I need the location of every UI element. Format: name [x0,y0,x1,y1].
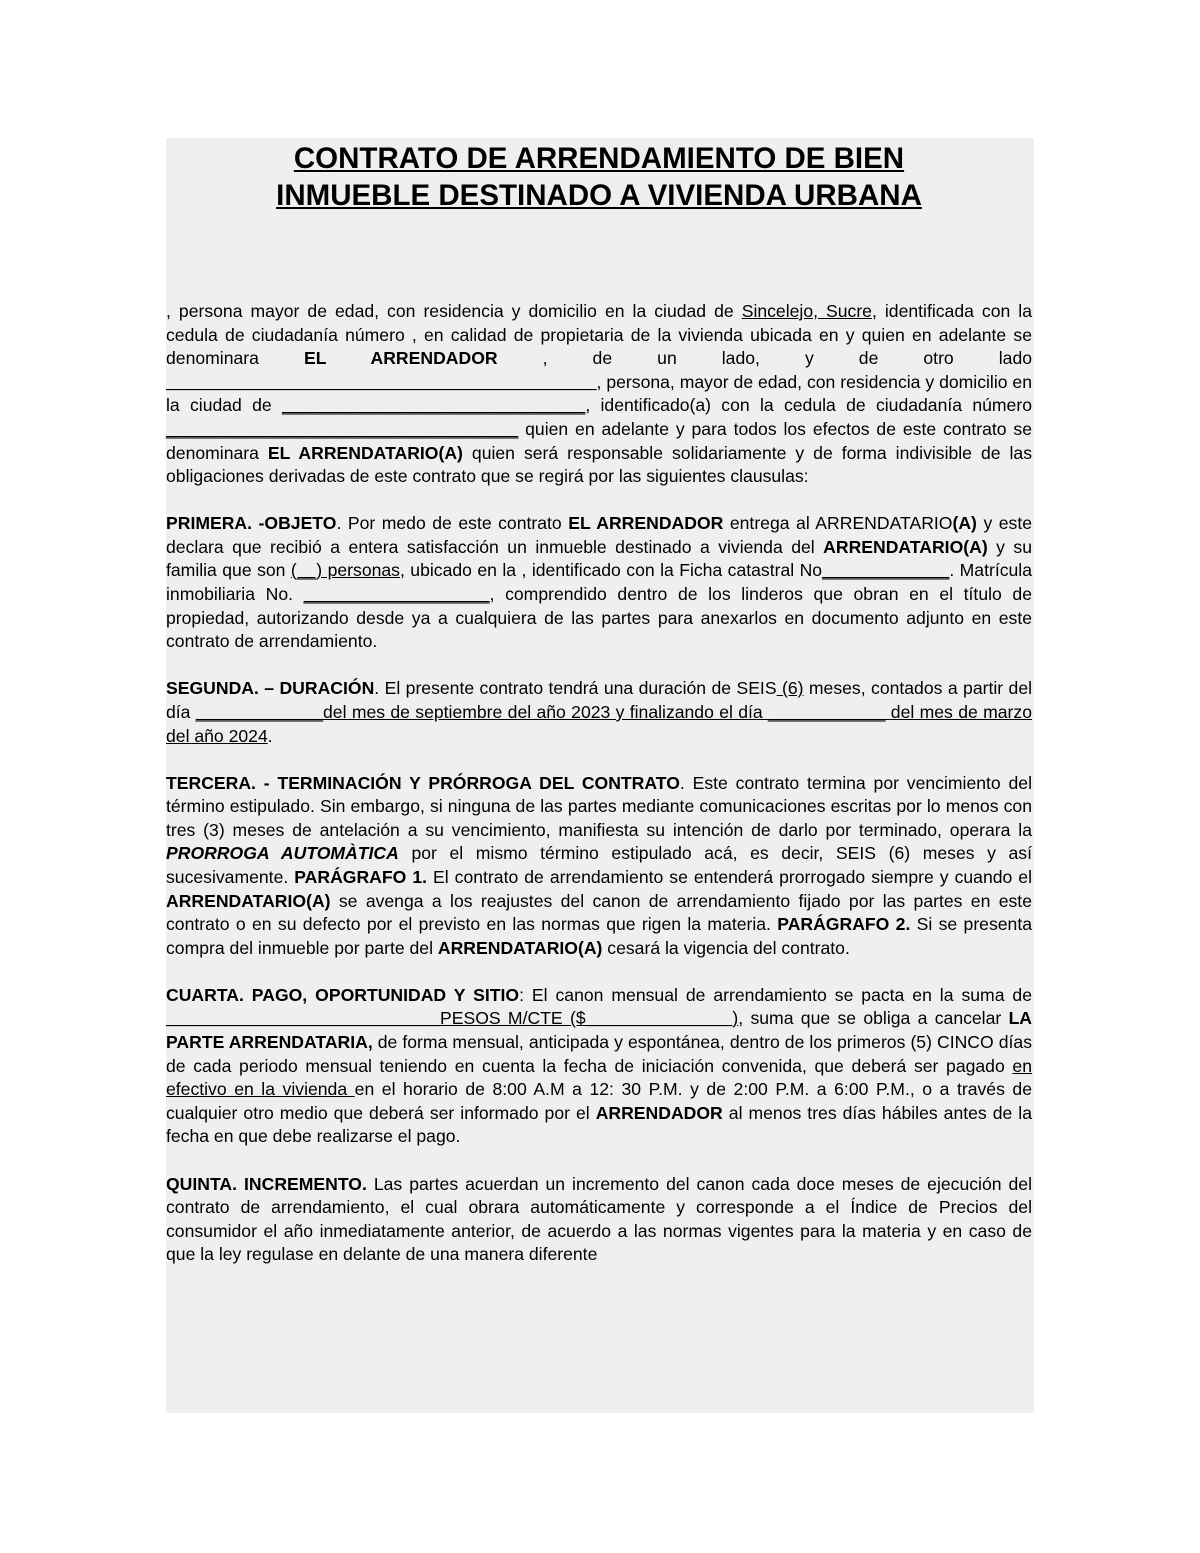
arrendatario-label: EL ARRENDATARIO(A) [267,442,463,463]
clause-cuarta: CUARTA. PAGO, OPORTUNIDAD Y SITIO: El canon mensual de arrendamiento se pacta en la suma de ____________________________PESOS M/CTE ($_______________), suma que se obliga a cancelar LA PARTE ARRENDATARIA, de forma mensual, anticipada y espontánea, dentro de los primeros (5) CINCO días de cada periodo mensual teniendo en cuenta la fecha de iniciación convenida, que deberá ser pagado en efectivo en la vivienda en el horario de 8:00 A.M a 12: 30 P.M. y de 2:00 P.M. a 6:00 P.M., o a través de cualquier otro medio que deberá ser informado por el ARRENDADOR al menos tres días hábiles antes de la fecha en que debe realizarse el pago. [166,984,1033,1147]
arrendador-label: EL ARRENDADOR [303,348,498,369]
clause-tercera: TERCERA. - TERMINACIÓN Y PRÓRROGA DEL CONTRATO. Este contrato termina por vencimiento del término estipulado. Sin embargo, si ninguna de las partes mediante comunicaciones escritas por lo menos con tres (3) meses de antelación a su vencimiento, manifiesta su intención de darlo por terminado, operara la PRORROGA AUTOMÀTICA por el mismo término estipulado acá, es decir, SEIS (6) meses y así sucesivamente. PARÁGRAFO 1. El contrato de arrendamiento se entenderá prorrogado siempre y cuando el ARRENDATARIO(A) se avenga a los reajustes del canon de arrendamiento fijado por las partes en este contrato o en su defecto por el previsto en las normas que rigen la materia. PARÁGRAFO 2. Si se presenta compra del inmueble por parte del ARRENDATARIO(A) cesará la vigencia del contrato. [166,772,1033,958]
paragrafo-2: PARÁGRAFO 2. [777,914,911,935]
clause-segunda-heading: SEGUNDA. – DURACIÓN [166,678,375,699]
document-title [166,140,1032,214]
amount-number-blank: _______________ [585,1008,733,1029]
start-day-blank: _____________ [195,701,323,722]
arrendatario-name-blank: ____________________________________________ [166,371,597,392]
personas-blank: (__) personas [290,560,400,581]
clause-tercera-heading: TERCERA. - TERMINACIÓN Y PRÓRROGA DEL CONTRATO [166,772,680,793]
city-text: Sincelejo, Sucre [741,301,872,321]
payment-place: en efectivo en la vivienda [166,1055,1032,1100]
amount-words-blank: ____________________________ [166,1008,440,1029]
title-line-1: CONTRATO DE ARRENDAMIENTO DE BIEN [293,142,905,175]
clause-primera: PRIMERA. -OBJETO. Por medo de este contrato EL ARRENDADOR entrega al ARRENDATARIO(A) y este declara que recibió a entera satisfacción un inmueble destinado a vivienda del ARRENDATARIO(A) y su familia que son (__) personas, ubicado en la , identificado con la Ficha catastral No_____________. Matrícula inmobiliaria No. ___________________, comprendido dentro de los linderos que obran en el título de propiedad, autorizando desde ya a cualquiera de las partes para anexarlos en documento adjunto en este contrato de arrendamiento. [166,513,1033,652]
clause-primera-heading: PRIMERA. -OBJETO [166,513,337,534]
prorroga-automatica: PRORROGA AUTOMÀTICA [166,843,399,864]
intro-paragraph: , persona mayor de edad, con residencia y domicilio en la ciudad de Sincelejo, Sucre, identificada con la cedula de ciudadanía número , en calidad de propietaria de la vivienda ubicada en y quien en adelante se denominara EL ARRENDADOR , de un lado, y de otro lado ____________________________________________, persona, mayor de edad, con residencia y domicilio en la ciudad de _______________________________, identificado(a) con la cedula de ciudadanía número ____________________________________ quien en adelante y para todos los efectos de este contrato se denominara EL ARRENDATARIO(A) quien será responsable solidariamente y de forma indivisible de las obligaciones derivadas de este contrato que se regirá por las siguientes clausulas: [166,301,1033,487]
title-line-2: INMUEBLE DESTINADO A VIVIENDA URBANA [276,179,922,212]
clause-segunda: SEGUNDA. – DURACIÓN. El presente contrato tendrá una duración de SEIS (6) meses, contados a partir del día _____________del mes de septiembre del año 2023 y finalizando el día ____________ del mes de marzo del año 2024. [166,678,1033,746]
city-blank: _______________________________ [281,395,586,416]
document-content [166,140,1032,1267]
id-number-blank: ____________________________________ [166,418,519,439]
clause-cuarta-heading: CUARTA. PAGO, OPORTUNIDAD Y SITIO [166,984,520,1005]
clause-quinta: QUINTA. INCREMENTO. Las partes acuerdan un incremento del canon cada doce meses de ejecución del contrato de arrendamiento, el cual obrara automáticamente y corresponde a el Índice de Precios del consumidor el año inmediatamente anterior, de acuerdo a las normas vigentes para la materia y en caso de que la ley regulase en delante de una manera diferente [166,1173,1032,1265]
ficha-catastral-blank: _____________ [822,560,950,581]
matricula-blank: ___________________ [303,584,490,605]
end-day-blank: ____________ [768,701,886,722]
clause-quinta-heading: QUINTA. INCREMENTO. [166,1173,367,1194]
paragrafo-1: PARÁGRAFO 1. [294,866,428,887]
